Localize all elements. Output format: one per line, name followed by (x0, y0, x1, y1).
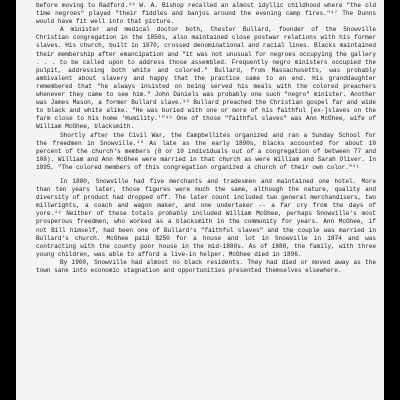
document-body (36, 2, 376, 275)
paragraph-5: By 1900, Snowville had almost no black residents. They had died or moved away as the town sank into economic stagnation and opportunities presented themselves elsewhere. (36, 258, 376, 274)
paragraph-1: before moving to Radford.³⁶ W. A. Bishop recalled an almost idyllic childhood where "the old time negroes" played "their fiddles and banjos around the evening camp fires."³⁷ The Dunns would have fit well into that picture. (36, 2, 376, 26)
paragraph-2: A minister and medical doctor both, Chester Bullard, founder of the Snowville Christian congregation in the 1850s, also maintained close postwar relations with his former slaves. His church, built in 1870, crossed denominational and racial lines. Blacks maintained their membership after emancipation and "it was not unusual for negroes occupying the gallery . . . to be called upon to address those assembled. Frequently negro ministers occupied the pulpit, addressing both white and colored." Bullard, from Massachusetts, was probably ambivalent about slavery and happy that the practice came to an end. His granddaughter remembered that "he always insisted on being served his meals with the colored preachers whenever they came to see him." John Daniels was probably one such "negro" minister. Another was James Mason, a former Bullard slave.³⁸ Bullard preached the Christian gospel far and wide to black and white alike. "He was buried with one or more of his faithful [ex-]slaves on the farm close to his home 'Humility.'"³⁹ One of those "faithful slaves" was Ann McGhee, wife of William McGhee, blacksmith. (36, 26, 376, 131)
paragraph-4: In 1880, Snowville had five merchants and tradesmen and maintained one hotel. More than ten years later, those figures were much the same, although the nature, quality and diversity of product had dropped off. The later count included two general merchandisers, two millwrights, a coach and wagon maker, and one undertaker -- a far cry from the days of yore.⁴² Neither of these totals probably included William McGhee, perhaps Snowville's most prosperous freedmen, who worked as a blacksmith in the community for years. Ann McGhee, if not Bill himself, had been one of Bullard's "faithful slaves" and the couple was married in Bullard's church. McGhee paid $250 for a house and lot in Snowville in 1874 and was contracting with the county poor house in the mid-1880s. As of 1880, the family, with three young children, was able to afford a live-in helper. McGhee died in 1896. (36, 177, 376, 258)
document-page (16, 0, 384, 400)
paragraph-3: Shortly after the Civil War, the Campbellites organized and ran a Sunday School for the freedmen in Snowville.⁴⁰ As late as the early 1890s, blacks accounted for about 10 percent of the church's members (8 or 10 individuals out of a congregation of between 77 and 108). William and Ann McGhee were married in that church as were William and Sarah Oliver. In 1895, "The colored members of this congregation organized a church of their own color."⁴¹ (36, 131, 376, 171)
